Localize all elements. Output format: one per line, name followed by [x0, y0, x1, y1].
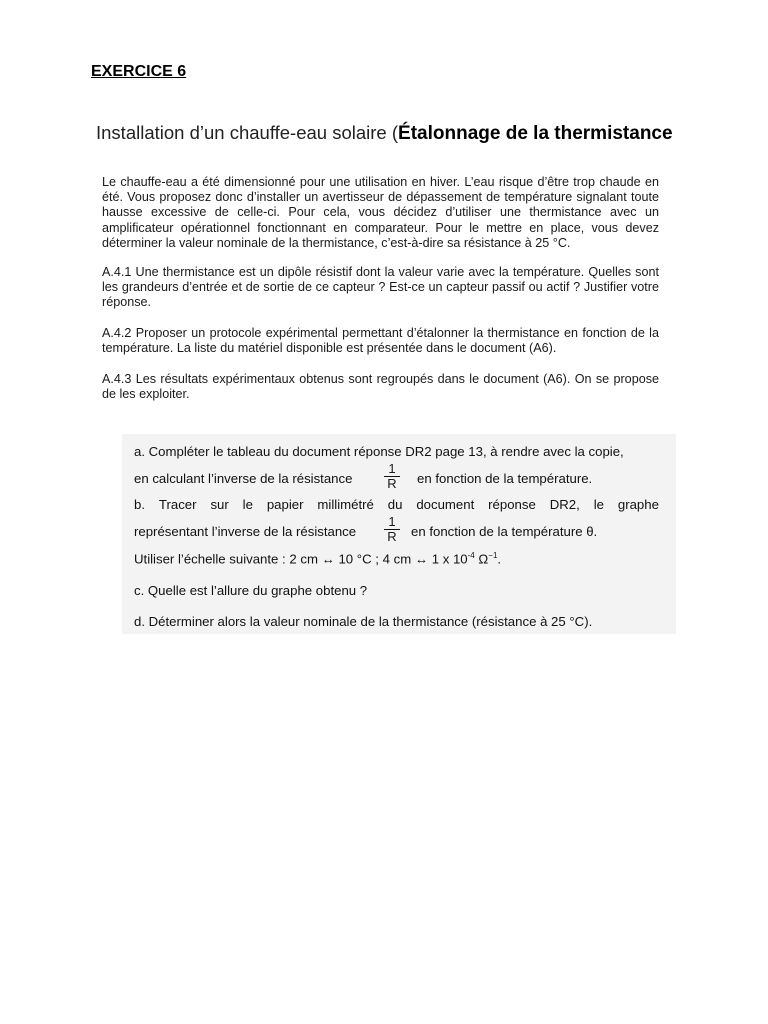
word: DR2,: [549, 497, 580, 512]
scale-instruction: [134, 551, 501, 566]
word: papier: [266, 497, 304, 512]
fraction-one-over-r-2: [384, 515, 400, 544]
question-a41: A.4.1 Une thermistance est un dipôle résistif dont la valeur varie avec la température. Quelles sont les grandeurs d’entrée et de sortie de ce capteur ? Est-ce un capteur passif ou actif ? Justifier votre réponse.: [102, 265, 659, 310]
subquestion-b-line2-start: représentant l’inverse de la résistance: [134, 524, 357, 539]
subquestion-a-line2-start: en calculant l’inverse de la résistance: [134, 471, 353, 486]
fraction-numerator: 1: [384, 462, 400, 477]
exercise-title: EXERCICE 6: [91, 63, 187, 80]
word: b.: [134, 497, 145, 512]
fraction-denominator: R: [387, 529, 397, 544]
subquestion-c: c. Quelle est l’allure du graphe obtenu ?: [134, 583, 368, 598]
subquestion-b-line1: [134, 497, 659, 512]
subquestion-a-line2-end: en fonction de la température.: [417, 471, 593, 486]
word: document: [416, 497, 475, 512]
scale-exponent: -4: [467, 551, 475, 560]
word: Tracer: [158, 497, 197, 512]
subquestion-b-line2-end: en fonction de la température θ.: [411, 524, 598, 539]
intro-paragraph: Le chauffe-eau a été dimensionné pour une utilisation en hiver. L’eau risque d’être trop chaude en été. Vous proposez donc d’installer un avertisseur de dépassement de température signalant toute hausse excessive de celle-ci. Pour cela, vous décidez d’utiliser une thermistance avec un amplificateur opérationnel fonctionnant en comparateur. Pour le mettre en place, vous devez déterminer la valeur nominale de la thermistance, c’est-à-dire sa résistance à 25 °C.: [102, 175, 659, 250]
scale-unit-exponent: −1: [488, 551, 498, 560]
fraction-one-over-r: [384, 462, 400, 491]
question-a43: A.4.3 Les résultats expérimentaux obtenus sont regroupés dans le document (A6). On se propose de les exploiter.: [102, 372, 659, 402]
subquestion-a-line1: a. Compléter le tableau du document réponse DR2 page 13, à rendre avec la copie,: [134, 444, 624, 459]
word: sur: [210, 497, 229, 512]
word: graphe: [617, 497, 659, 512]
heading-topic: Étalonnage de la thermistance: [398, 123, 673, 144]
fraction-numerator: 1: [384, 515, 400, 530]
heading-context: Installation d’un chauffe-eau solaire (: [96, 122, 399, 143]
word: le: [593, 497, 604, 512]
word: le: [242, 497, 253, 512]
word: millimétré: [317, 497, 374, 512]
question-a42: A.4.2 Proposer un protocole expérimental permettant d’étalonner la thermistance en fonction de la température. La liste du matériel disponible est présentée dans le document (A6).: [102, 325, 659, 355]
scanned-exercise: [96, 122, 673, 402]
scale-end: .: [497, 551, 502, 567]
word: du: [387, 497, 403, 512]
subquestion-d: d. Déterminer alors la valeur nominale de la thermistance (résistance à 25 °C).: [134, 614, 593, 629]
scale-unit: Ω: [474, 551, 489, 567]
word: réponse: [488, 497, 536, 512]
fraction-denominator: R: [387, 476, 397, 491]
exercise-heading: [96, 122, 673, 145]
scale-text: Utiliser l’échelle suivante : 2 cm ↔ 10 °C ; 4 cm ↔ 1 x 10: [134, 551, 468, 567]
